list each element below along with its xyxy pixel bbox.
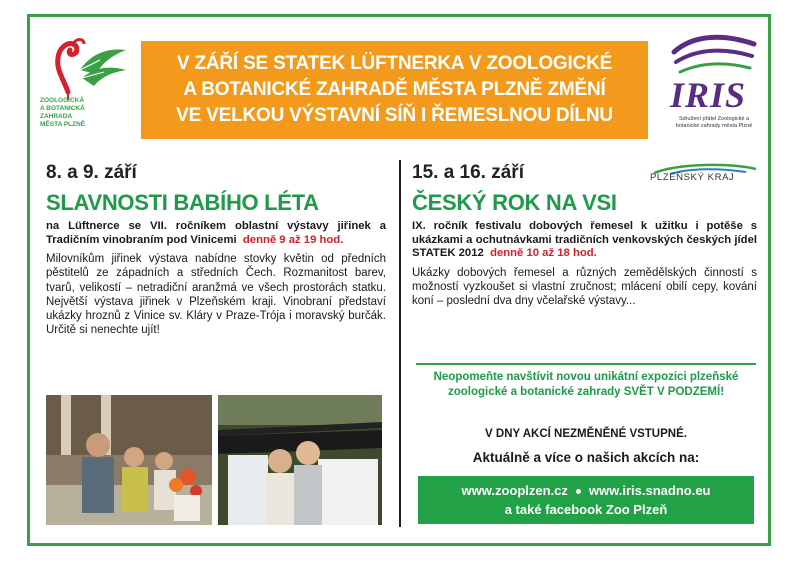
more-info-heading: Aktuálně a více o našich akcích na: (472, 450, 700, 465)
event-title: ČESKÝ ROK NA VSI (412, 190, 617, 215)
links-box (418, 476, 754, 524)
event-description: Milovníkům jiřinek výstava nabídne stovky květin od předních pěstitelů ze západních a středních Čech. Rozmanitost barev, tvarů, velikostí – netradiční aranžmá ve všech prostorách statku. Největší výstava jiřinek v Plzeňském kraji. Vinobraní představí ukázky hroznů z Vinice sv. Kláry v Praze-Trója i moravský burčák. Určitě si nenechte ujít! (46, 253, 386, 337)
iris-word: IRIS (670, 75, 747, 115)
column-divider (399, 160, 401, 527)
event-title: SLAVNOSTI BABÍHO LÉTA (46, 190, 319, 215)
banner-line: V ZÁŘÍ SE STATEK LÜFTNERKA V ZOOLOGICKÉ (176, 53, 613, 74)
exhibition-note: Neopomeňte navštívit novou unikátní expozici plzeňské zoologické a botanické zahrady SVĚT V PODZEMÍ! (433, 371, 739, 398)
headline-banner (141, 41, 648, 139)
event-date: 15. a 16. září (412, 162, 524, 183)
photo-dahlias (46, 395, 212, 525)
event-lead: IX. ročník festivalu dobových řemesel k užitku i potěše s ukázkami a ochutnávkami tradičních venkovských českých jídel STATEK 2012 denně 10 až 18 hod. (412, 220, 757, 259)
photo-crafts (218, 395, 382, 525)
banner-line: VE VELKOU VÝSTAVNÍ SÍŇ I ŘEMESLNOU DÍLNU (176, 105, 613, 126)
event-description: Ukázky dobových řemesel a různých zemědělských činností s možností vyzkoušet si vlastní zručnost; mlácení obilí cepy, kování koní – poslední dva dny včelařské výstavy... (412, 266, 757, 308)
iris-swoosh-icon (664, 34, 764, 76)
facebook-link[interactable]: a také facebook Zoo Plzeň (504, 502, 668, 517)
iris-link[interactable]: www.iris.snadno.eu (588, 483, 711, 498)
plzensky-kraj-text: PLZEŇSKÝ KRAJ (650, 172, 735, 183)
iris-logo (664, 34, 764, 144)
zoo-logo-text: ZOOLOGICKÁ A BOTANICKÁ ZAHRADA MĚSTA PLZNĚ (40, 97, 86, 128)
event-time: denně 10 až 18 hod. (490, 247, 597, 259)
admission-note: V DNY AKCÍ NEZMĚNĚNÉ VSTUPNÉ. (485, 428, 687, 440)
bullet-icon (576, 489, 581, 494)
separator-line (416, 363, 756, 365)
iris-caption: Sdružení přátel Zoologické a botanické zahrady města Plzně (675, 116, 753, 129)
event-date: 8. a 9. září (46, 162, 137, 183)
event-lead: na Lüftnerce se VII. ročníkem oblastní výstavy jiřinek a Tradičním vinobraním pod Vinicemi denně 9 až 19 hod. (46, 220, 386, 246)
flamingo-icon (40, 30, 130, 100)
right-column (412, 162, 757, 308)
banner-line: A BOTANICKÉ ZAHRADĚ MĚSTA PLZNĚ ZMĚNÍ (183, 79, 606, 100)
left-column (46, 162, 386, 338)
zoo-logo (40, 30, 130, 142)
zoo-link[interactable]: www.zooplzen.cz (461, 483, 568, 498)
event-time: denně 9 až 19 hod. (242, 233, 344, 246)
